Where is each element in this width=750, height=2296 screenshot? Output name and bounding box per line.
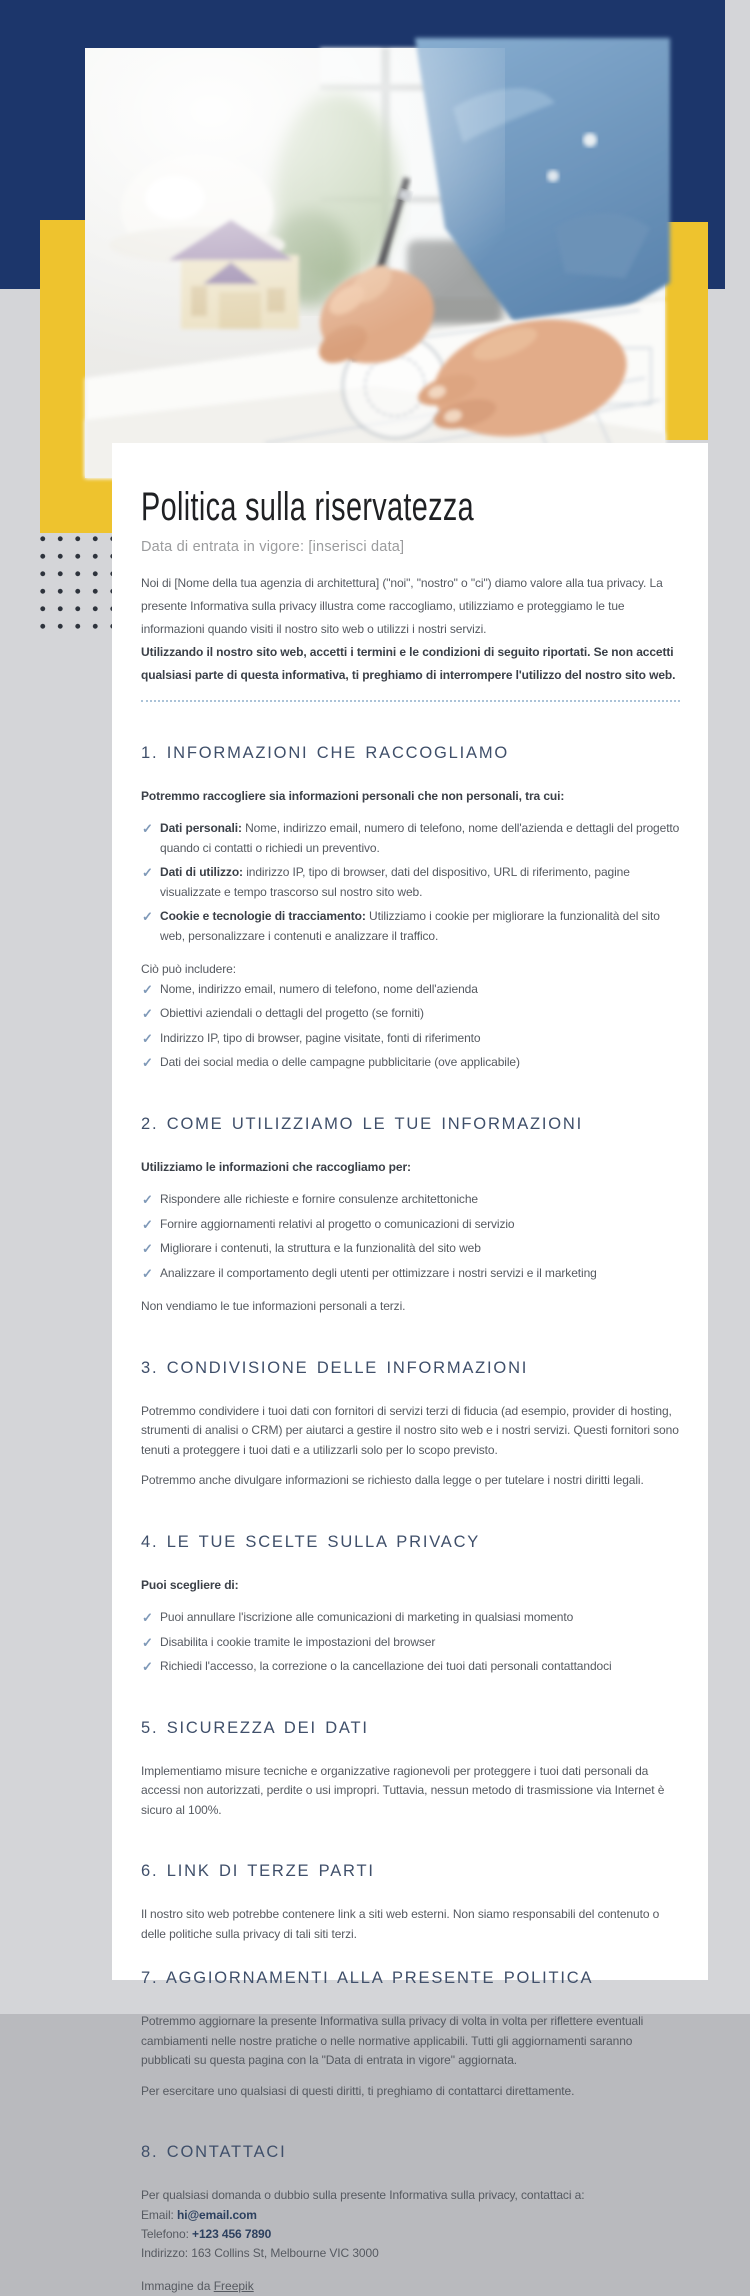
list-item: ✓ Disabilita i cookie tramite le impostazioni del browser [141, 1633, 680, 1653]
policy-section [141, 1115, 680, 1317]
check-list [141, 980, 680, 1073]
list-item: ✓ Dati di utilizzo: indirizzo IP, tipo di browser, dati del dispositivo, URL di riferimento, pagine visualizzate e tempo trascorso sul nostro sito web. [142, 865, 630, 899]
check-icon: ✓ [142, 909, 153, 925]
list-item: ✓ Richiedi l'accesso, la correzione o la cancellazione dei tuoi dati personali contattandoci [141, 1657, 680, 1677]
check-list [141, 819, 680, 946]
section-heading: 5. SICUREZZA DEI DATI [141, 1718, 369, 1737]
check-icon: ✓ [142, 1192, 153, 1208]
check-icon: ✓ [142, 981, 153, 997]
list-item-term: Dati personali: [160, 821, 242, 836]
list-item: ✓ Dati personali: Nome, indirizzo email, numero di telefono, nome dell'azienda e dettagli del progetto quando ci contatti o richiedi un preventivo. [142, 821, 680, 855]
section-paragraph: Ciò può includere: [141, 962, 236, 977]
list-item-term: Dati di utilizzo: [160, 865, 243, 880]
image-credit [141, 2277, 680, 2296]
section-paragraph: Implementiamo misure tecniche e organizzative ragionevoli per proteggere i tuoi dati personali da accessi non autorizzati, perdite o usi impropri. Tuttavia, nessun metodo di trasmissione via Internet è sicuro al 100%. [141, 1763, 665, 1817]
architect-photo-illustration [85, 48, 665, 478]
check-list [141, 1190, 680, 1283]
check-icon: ✓ [142, 1216, 153, 1232]
check-icon: ✓ [142, 1634, 153, 1650]
list-item: ✓ Rispondere alle richieste e fornire consulenze architettoniche [141, 1190, 680, 1210]
section-paragraph: Il nostro sito web potrebbe contenere link a siti web esterni. Non siamo responsabili del contenuto o delle politiche sulla privacy di tali siti terzi. [141, 1907, 660, 1941]
list-item: ✓ Puoi annullare l'iscrizione alle comunicazioni di marketing in qualsiasi momento [141, 1608, 680, 1628]
check-icon: ✓ [142, 865, 153, 881]
section-paragraph: Potremmo aggiornare la presente Informativa sulla privacy di volta in volta per riflettere eventuali cambiamenti nelle nostre pratiche o nelle normative applicabili. Tutti gli aggiornamenti saranno pubblicati su questa pagina con la "Data di entrata in vigore" aggiornata. [141, 2014, 644, 2068]
list-item: ✓ Nome, indirizzo email, numero di telefono, nome dell'azienda [141, 980, 680, 1000]
check-icon: ✓ [142, 821, 153, 837]
list-item-term: Cookie e tecnologie di tracciamento: [160, 909, 366, 924]
policy-section [141, 1862, 680, 1944]
section-paragraph: Per qualsiasi domanda o dubbio sulla presente Informativa sulla privacy, contattaci a: [141, 2188, 585, 2203]
section-lead: Puoi scegliere di: [141, 1577, 239, 1592]
check-icon: ✓ [142, 1006, 153, 1022]
section-lead: Utilizziamo le informazioni che raccogliamo per: [141, 1159, 411, 1174]
check-icon: ✓ [142, 1265, 153, 1281]
intro-paragraph: Noi di [Nome della tua agenzia di architettura] ("noi", "nostro" o "ci") diamo valore alla tua privacy. La presente Informativa sulla privacy illustra come raccogliamo, utilizziamo e proteggiamo le tue informazioni quando visiti il nostro sito web o utilizzi i nostri servizi. [141, 575, 663, 636]
contact-line: Email: hi@email.com [141, 2207, 257, 2222]
page-title: Politica sulla riservatezza [141, 485, 475, 529]
contact-line: Indirizzo: 163 Collins St, Melbourne VIC 3000 [141, 2245, 379, 2260]
architect-photo [85, 48, 665, 478]
effective-date: Data di entrata in vigore: [inserisci data] [141, 538, 405, 555]
dotted-separator [141, 700, 680, 702]
section-heading: 6. LINK DI TERZE PARTI [141, 1862, 375, 1881]
list-item: ✓ Fornire aggiornamenti relativi al progetto o comunicazioni di servizio [141, 1215, 680, 1235]
contact-value[interactable]: hi@email.com [176, 2207, 257, 2222]
check-icon: ✓ [142, 1610, 153, 1626]
policy-section [141, 1969, 680, 2101]
freepik-link[interactable]: Freepik [213, 2278, 254, 2293]
check-icon: ✓ [142, 1030, 153, 1046]
policy-card [112, 443, 708, 2293]
contact-value[interactable]: +123 456 7890 [192, 2226, 272, 2241]
section-paragraph: Potremmo anche divulgare informazioni se richiesto dalla legge o per tutelare i nostri diritti legali. [141, 1473, 644, 1488]
policy-section [141, 1533, 680, 1677]
list-item: ✓ Indirizzo IP, tipo di browser, pagine visitate, fonti di riferimento [141, 1029, 680, 1049]
policy-section [141, 1719, 680, 1821]
section-heading: 1. INFORMAZIONI CHE RACCOGLIAMO [141, 743, 509, 762]
list-item: ✓ Migliorare i contenuti, la struttura e la funzionalità del sito web [141, 1239, 680, 1259]
list-item: ✓ Obiettivi aziendali o dettagli del progetto (se forniti) [141, 1004, 680, 1024]
list-item: ✓ Analizzare il comportamento degli utenti per ottimizzare i nostri servizi e il marketing [141, 1264, 680, 1284]
contact-block [141, 2206, 680, 2263]
section-heading: 3. CONDIVISIONE DELLE INFORMAZIONI [141, 1358, 529, 1377]
check-icon: ✓ [142, 1241, 153, 1257]
credit-text: Immagine da [141, 2278, 214, 2293]
policy-sections [141, 744, 680, 2263]
section-heading: 2. COME UTILIZZIAMO LE TUE INFORMAZIONI [141, 1114, 584, 1133]
section-heading: 8. CONTATTACI [141, 2143, 287, 2162]
check-list [141, 1608, 680, 1677]
contact-line: Telefono: +123 456 7890 [141, 2226, 272, 2241]
policy-section [141, 744, 680, 1073]
section-heading: 4. LE TUE SCELTE SULLA PRIVACY [141, 1532, 481, 1551]
section-paragraph: Per esercitare uno qualsiasi di questi diritti, ti preghiamo di contattarci direttamente. [141, 2083, 575, 2098]
intro-terms-paragraph: Utilizzando il nostro sito web, accetti i termini e le condizioni di seguito riportati. Se non accetti qualsiasi parte di questa informativa, ti preghiamo di interrompere l'utilizzo del nostro sito web. [141, 644, 676, 682]
section-lead: Potremmo raccogliere sia informazioni personali che non personali, tra cui: [141, 788, 565, 803]
list-item: ✓ Cookie e tecnologie di tracciamento: Utilizziamo i cookie per migliorare la funzionalità del sito web, personalizzare i contenuti e analizzare il traffico. [142, 909, 660, 943]
section-paragraph: Potremmo condividere i tuoi dati con fornitori di servizi terzi di fiducia (ad esempio, provider di hosting, strumenti di analisi o CRM) per aiutarci a gestire il nostro sito web e i nostri servizi. Questi fornitori sono tenuti a proteggere i tuoi dati e a utilizzarli solo per lo scopo previsto. [141, 1403, 679, 1457]
list-item: ✓ Dati dei social media o delle campagne pubblicitarie (ove applicabile) [141, 1053, 680, 1073]
policy-section [141, 2143, 680, 2263]
check-icon: ✓ [142, 1055, 153, 1071]
yellow-accent-right [665, 222, 708, 440]
check-icon: ✓ [142, 1659, 153, 1675]
intro-block [141, 572, 680, 687]
section-heading: 7. AGGIORNAMENTI ALLA PRESENTE POLITICA [141, 1969, 594, 1988]
policy-section [141, 1359, 680, 1491]
section-paragraph: Non vendiamo le tue informazioni personali a terzi. [141, 1299, 406, 1314]
